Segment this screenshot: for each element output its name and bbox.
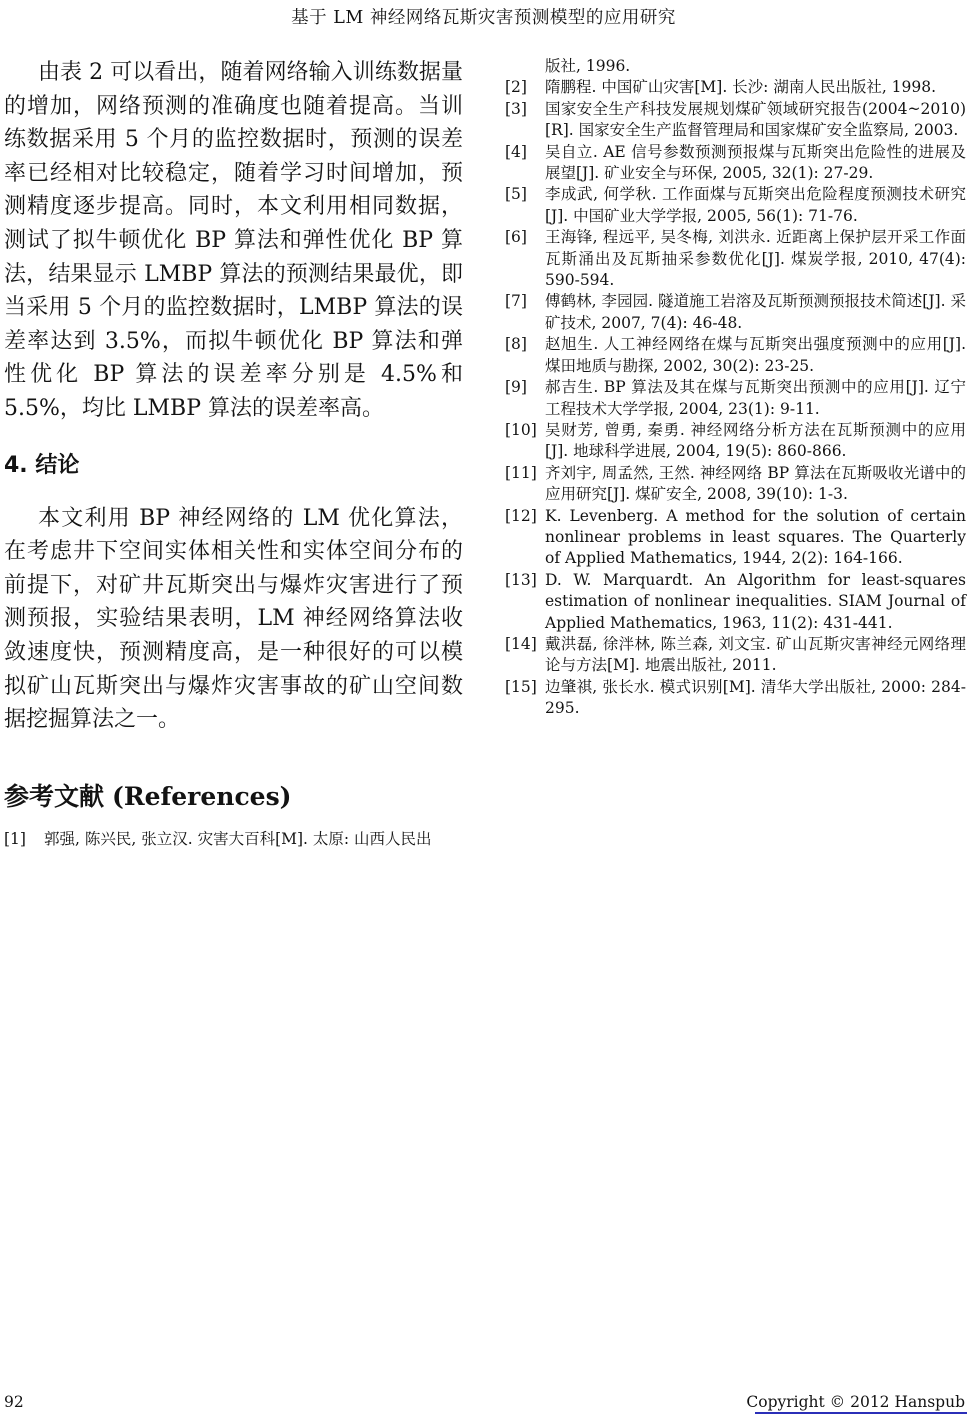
references-heading-cjk: 参考文献 xyxy=(4,781,105,811)
reference-entry xyxy=(505,677,966,720)
reference-number: [1] xyxy=(4,829,26,848)
reference-text: 吴财芳, 曾勇, 秦勇. 神经网络分析方法在瓦斯预测中的应用[J]. 地球科学进展, 2004, 19(5): 860-866. xyxy=(545,420,966,461)
reference-number: [9] xyxy=(505,378,527,397)
reference-number: [3] xyxy=(505,99,527,118)
references-list-right xyxy=(505,77,966,719)
reference-entry xyxy=(505,184,966,227)
reference-entry xyxy=(505,377,966,420)
reference-1-continuation: 版社, 1996. xyxy=(545,57,631,75)
reference-entry xyxy=(505,99,966,142)
reference-entry xyxy=(505,463,966,506)
reference-text: 王海锋, 程远平, 吴冬梅, 刘洪永. 近距离上保护层开采工作面瓦斯涌出及瓦斯抽采参数优化[J]. 煤炭学报, 2010, 47(4): 590-594. xyxy=(545,228,966,290)
reference-entry xyxy=(505,634,966,677)
reference-number: [7] xyxy=(505,292,527,311)
reference-text: D. W. Marquardt. An Algorithm for least-squares estimation of nonlinear inequalities. SIAM Journal of Applied Mathematics, 1963, 11(2): 431-441. xyxy=(545,570,966,632)
reference-text: 李成武, 何学秋. 工作面煤与瓦斯突出危险程度预测技术研究[J]. 中国矿业大学学报, 2005, 56(1): 71-76. xyxy=(545,185,966,225)
copyright-text: Copyright © 2012 Hanspub xyxy=(746,1393,965,1411)
conclusion-section-heading: 4. 结论 xyxy=(4,452,80,478)
reference-entry xyxy=(505,227,966,291)
reference-text: 郝吉生. BP 算法及其在煤与瓦斯突出预测中的应用[J]. 辽宁工程技术大学学报, 2004, 23(1): 9-11. xyxy=(545,378,966,418)
reference-text: 边肇祺, 张长水. 模式识别[M]. 清华大学出版社, 2000: 284-295. xyxy=(545,677,966,718)
reference-number: [2] xyxy=(505,78,527,97)
reference-number: [10] xyxy=(505,420,537,439)
reference-number: [14] xyxy=(505,634,537,653)
reference-number: [11] xyxy=(505,463,537,482)
reference-entry xyxy=(505,334,966,377)
reference-text: 国家安全生产科技发展规划煤矿领域研究报告(2004~2010)[R]. 国家安全生产监督管理局和国家煤矿安全监察局, 2003. xyxy=(545,99,966,140)
reference-text: 齐刘宇, 周孟然, 王然. 神经网络 BP 算法在瓦斯吸收光谱中的应用研究[J]. 煤矿安全, 2008, 39(10): 1-3. xyxy=(545,463,966,504)
reference-number: [13] xyxy=(505,570,537,589)
reference-text: 隋鹏程. 中国矿山灾害[M]. 长沙: 湖南人民出版社, 1998. xyxy=(545,78,937,97)
references-section-heading xyxy=(4,781,463,813)
page-footer xyxy=(0,1392,967,1414)
reference-text: 戴洪磊, 徐泮林, 陈兰森, 刘文宝. 矿山瓦斯灾害神经元网络理论与方法[M]. 地震出版社, 2011. xyxy=(545,634,966,675)
reference-entry xyxy=(505,506,966,570)
references-list-left xyxy=(4,829,463,850)
reference-number: [5] xyxy=(505,185,527,204)
reference-text: 郭强, 陈兴民, 张立汉. 灾害大百科[M]. 太原: 山西人民出 xyxy=(44,829,432,848)
reference-text: 赵旭生. 人工神经网络在煤与瓦斯突出强度预测中的应用[J]. 煤田地质与勘探, 2002, 30(2): 23-25. xyxy=(545,335,966,375)
reference-entry xyxy=(505,291,966,334)
left-column xyxy=(4,56,463,850)
paper-running-title: 基于 LM 神经网络瓦斯灾害预测模型的应用研究 xyxy=(291,8,676,28)
page-number: 92 xyxy=(4,1393,24,1411)
reference-number: [4] xyxy=(505,142,527,161)
reference-entry xyxy=(4,829,463,850)
reference-number: [15] xyxy=(505,677,537,696)
reference-number: [8] xyxy=(505,335,527,354)
reference-entry xyxy=(505,420,966,463)
reference-entry xyxy=(505,142,966,185)
reference-entry xyxy=(505,77,966,98)
reference-text: 吴自立. AE 信号参数预测预报煤与瓦斯突出危险性的进展及展望[J]. 矿业安全与环保, 2005, 32(1): 27-29. xyxy=(545,142,966,183)
results-paragraph: 由表 2 可以看出，随着网络输入训练数据量的增加，网络预测的准确度也随着提高。当训练数据采用 5 个月的监控数据时，预测的误差率已经相对比较稳定，随着学习时间增加，预测精度逐步提高。同时，本文利用相同数据，测试了拟牛顿优化 BP 算法和弹性优化 BP 算法，结果显示 LMBP 算法的预测结果最优，即当采用 5 个月的监控数据时，LMBP 算法的误差率达到 3.5%，而拟牛顿优化 BP 算法和弹性优化 BP 算法的误差率分别是 4.5%和 5.5%，均比 LMBP 算法的误差率高。 xyxy=(4,60,463,421)
right-column xyxy=(505,56,966,720)
reference-text: K. Levenberg. A method for the solution of certain nonlinear problems in least squares. The Quarterly of Applied Mathematics, 1944, 2(2): 164-166. xyxy=(545,506,966,568)
reference-number: [12] xyxy=(505,506,537,525)
reference-number: [6] xyxy=(505,228,527,247)
conclusion-paragraph: 本文利用 BP 神经网络的 LM 优化算法，在考虑井下空间实体相关性和实体空间分布的前提下，对矿井瓦斯突出与爆炸灾害进行了预测预报，实验结果表明，LM 神经网络算法收敛速度快，预测精度高，是一种很好的可以模拟矿山瓦斯突出与爆炸灾害事故的矿山空间数据挖掘算法之一。 xyxy=(4,505,463,733)
reference-text: 傅鹤林, 李园园. 隧道施工岩溶及瓦斯预测预报技术简述[J]. 采矿技术, 2007, 7(4): 46-48. xyxy=(545,292,966,332)
reference-entry xyxy=(505,570,966,634)
references-heading-latin: (References) xyxy=(112,781,292,811)
